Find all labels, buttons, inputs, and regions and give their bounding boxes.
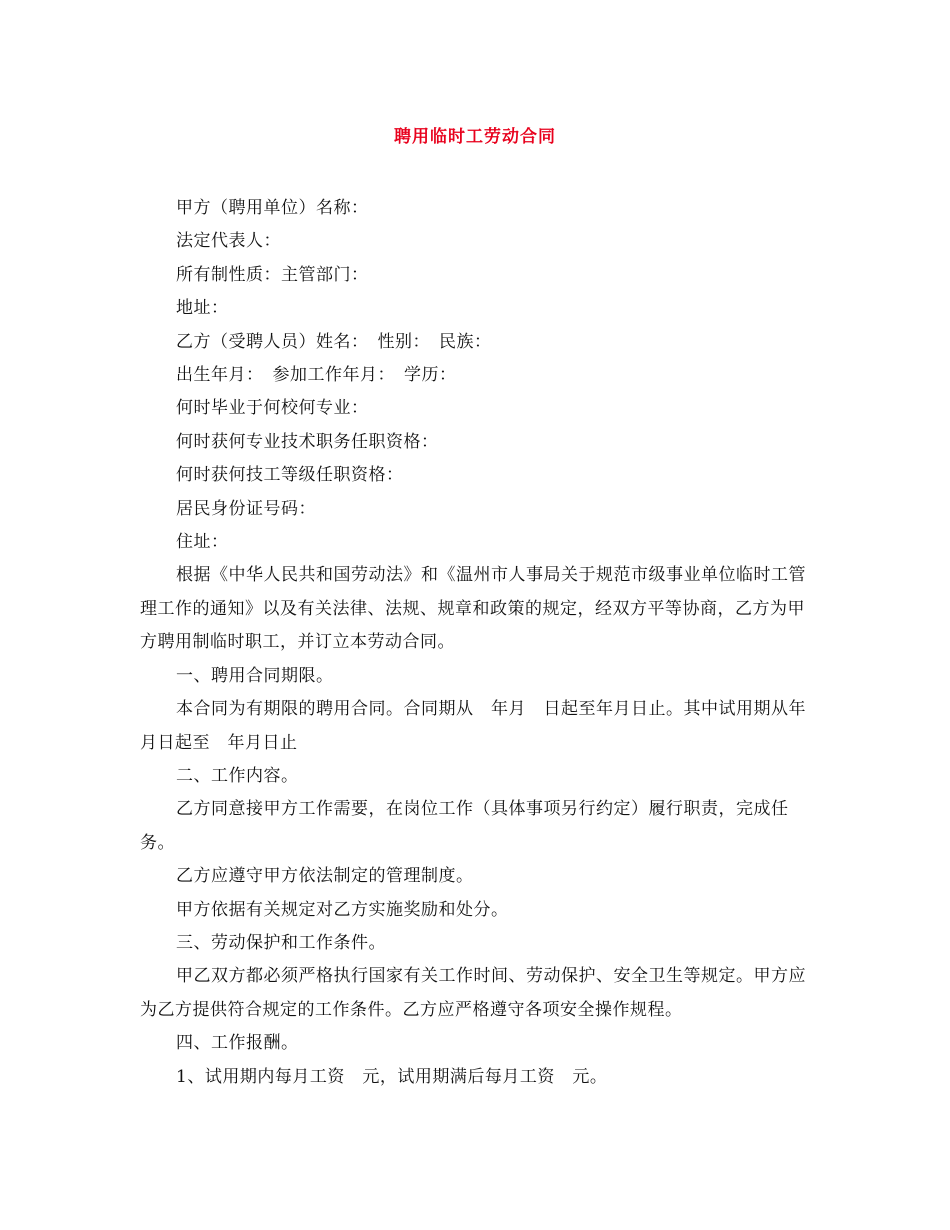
section-heading-term: 一、聘用合同期限。 xyxy=(176,665,334,686)
id-number: 居民身份证号码： xyxy=(176,498,316,519)
graduation-info: 何时毕业于何校何专业： xyxy=(176,398,369,419)
section-heading-work-content: 二、工作内容。 xyxy=(176,765,299,786)
protection-details: 甲乙双方都必须严格执行国家有关工作时间、劳动保护、安全卫生等规定。甲方应为乙方提供符合规定的工作条件。乙方应严格遵守各项安全操作规程。 xyxy=(140,966,806,1020)
section-heading-remuneration: 四、工作报酬。 xyxy=(176,1033,299,1054)
work-content-3: 甲方依据有关规定对乙方实施奖励和处分。 xyxy=(176,899,509,920)
section-heading-protection: 三、劳动保护和工作条件。 xyxy=(176,932,386,953)
document-title: 聘用临时工劳动合同 xyxy=(394,127,556,147)
contract-basis: 根据《中华人民共和国劳动法》和《温州市人事局关于规范市级事业单位临时工管理工作的通知》以及有关法律、法规、规章和政策的规定，经双方平等协商，乙方为甲方聘用制临时职工，并订立本劳动合同。 xyxy=(140,565,806,653)
birth-work-education: 出生年月： 参加工作年月： 学历： xyxy=(176,365,457,386)
legal-representative: 法定代表人： xyxy=(176,231,281,252)
residence: 住址： xyxy=(176,532,229,553)
remuneration-item-1: 1、试用期内每月工资 元，试用期满后每月工资 元。 xyxy=(176,1066,608,1087)
address: 地址： xyxy=(176,298,229,319)
party-b-info: 乙方（受聘人员）姓名： 性别： 民族： xyxy=(176,331,492,352)
party-a-name: 甲方（聘用单位）名称： xyxy=(176,198,369,218)
term-details: 本合同为有期限的聘用合同。合同期从 年月 日起至年月日止。其中试用期从年 月日起至 年月日止 xyxy=(140,699,824,753)
document-body xyxy=(140,192,824,1094)
technical-grade: 何时获何技工等级任职资格： xyxy=(176,465,404,486)
work-content-2: 乙方应遵守甲方依法制定的管理制度。 xyxy=(176,866,474,887)
work-content-1: 乙方同意接甲方工作需要，在岗位工作（具体事项另行约定）履行职责，完成任务。 xyxy=(140,799,789,853)
ownership-department: 所有制性质：主管部门： xyxy=(176,264,369,285)
professional-qualification: 何时获何专业技术职务任职资格： xyxy=(176,431,439,452)
